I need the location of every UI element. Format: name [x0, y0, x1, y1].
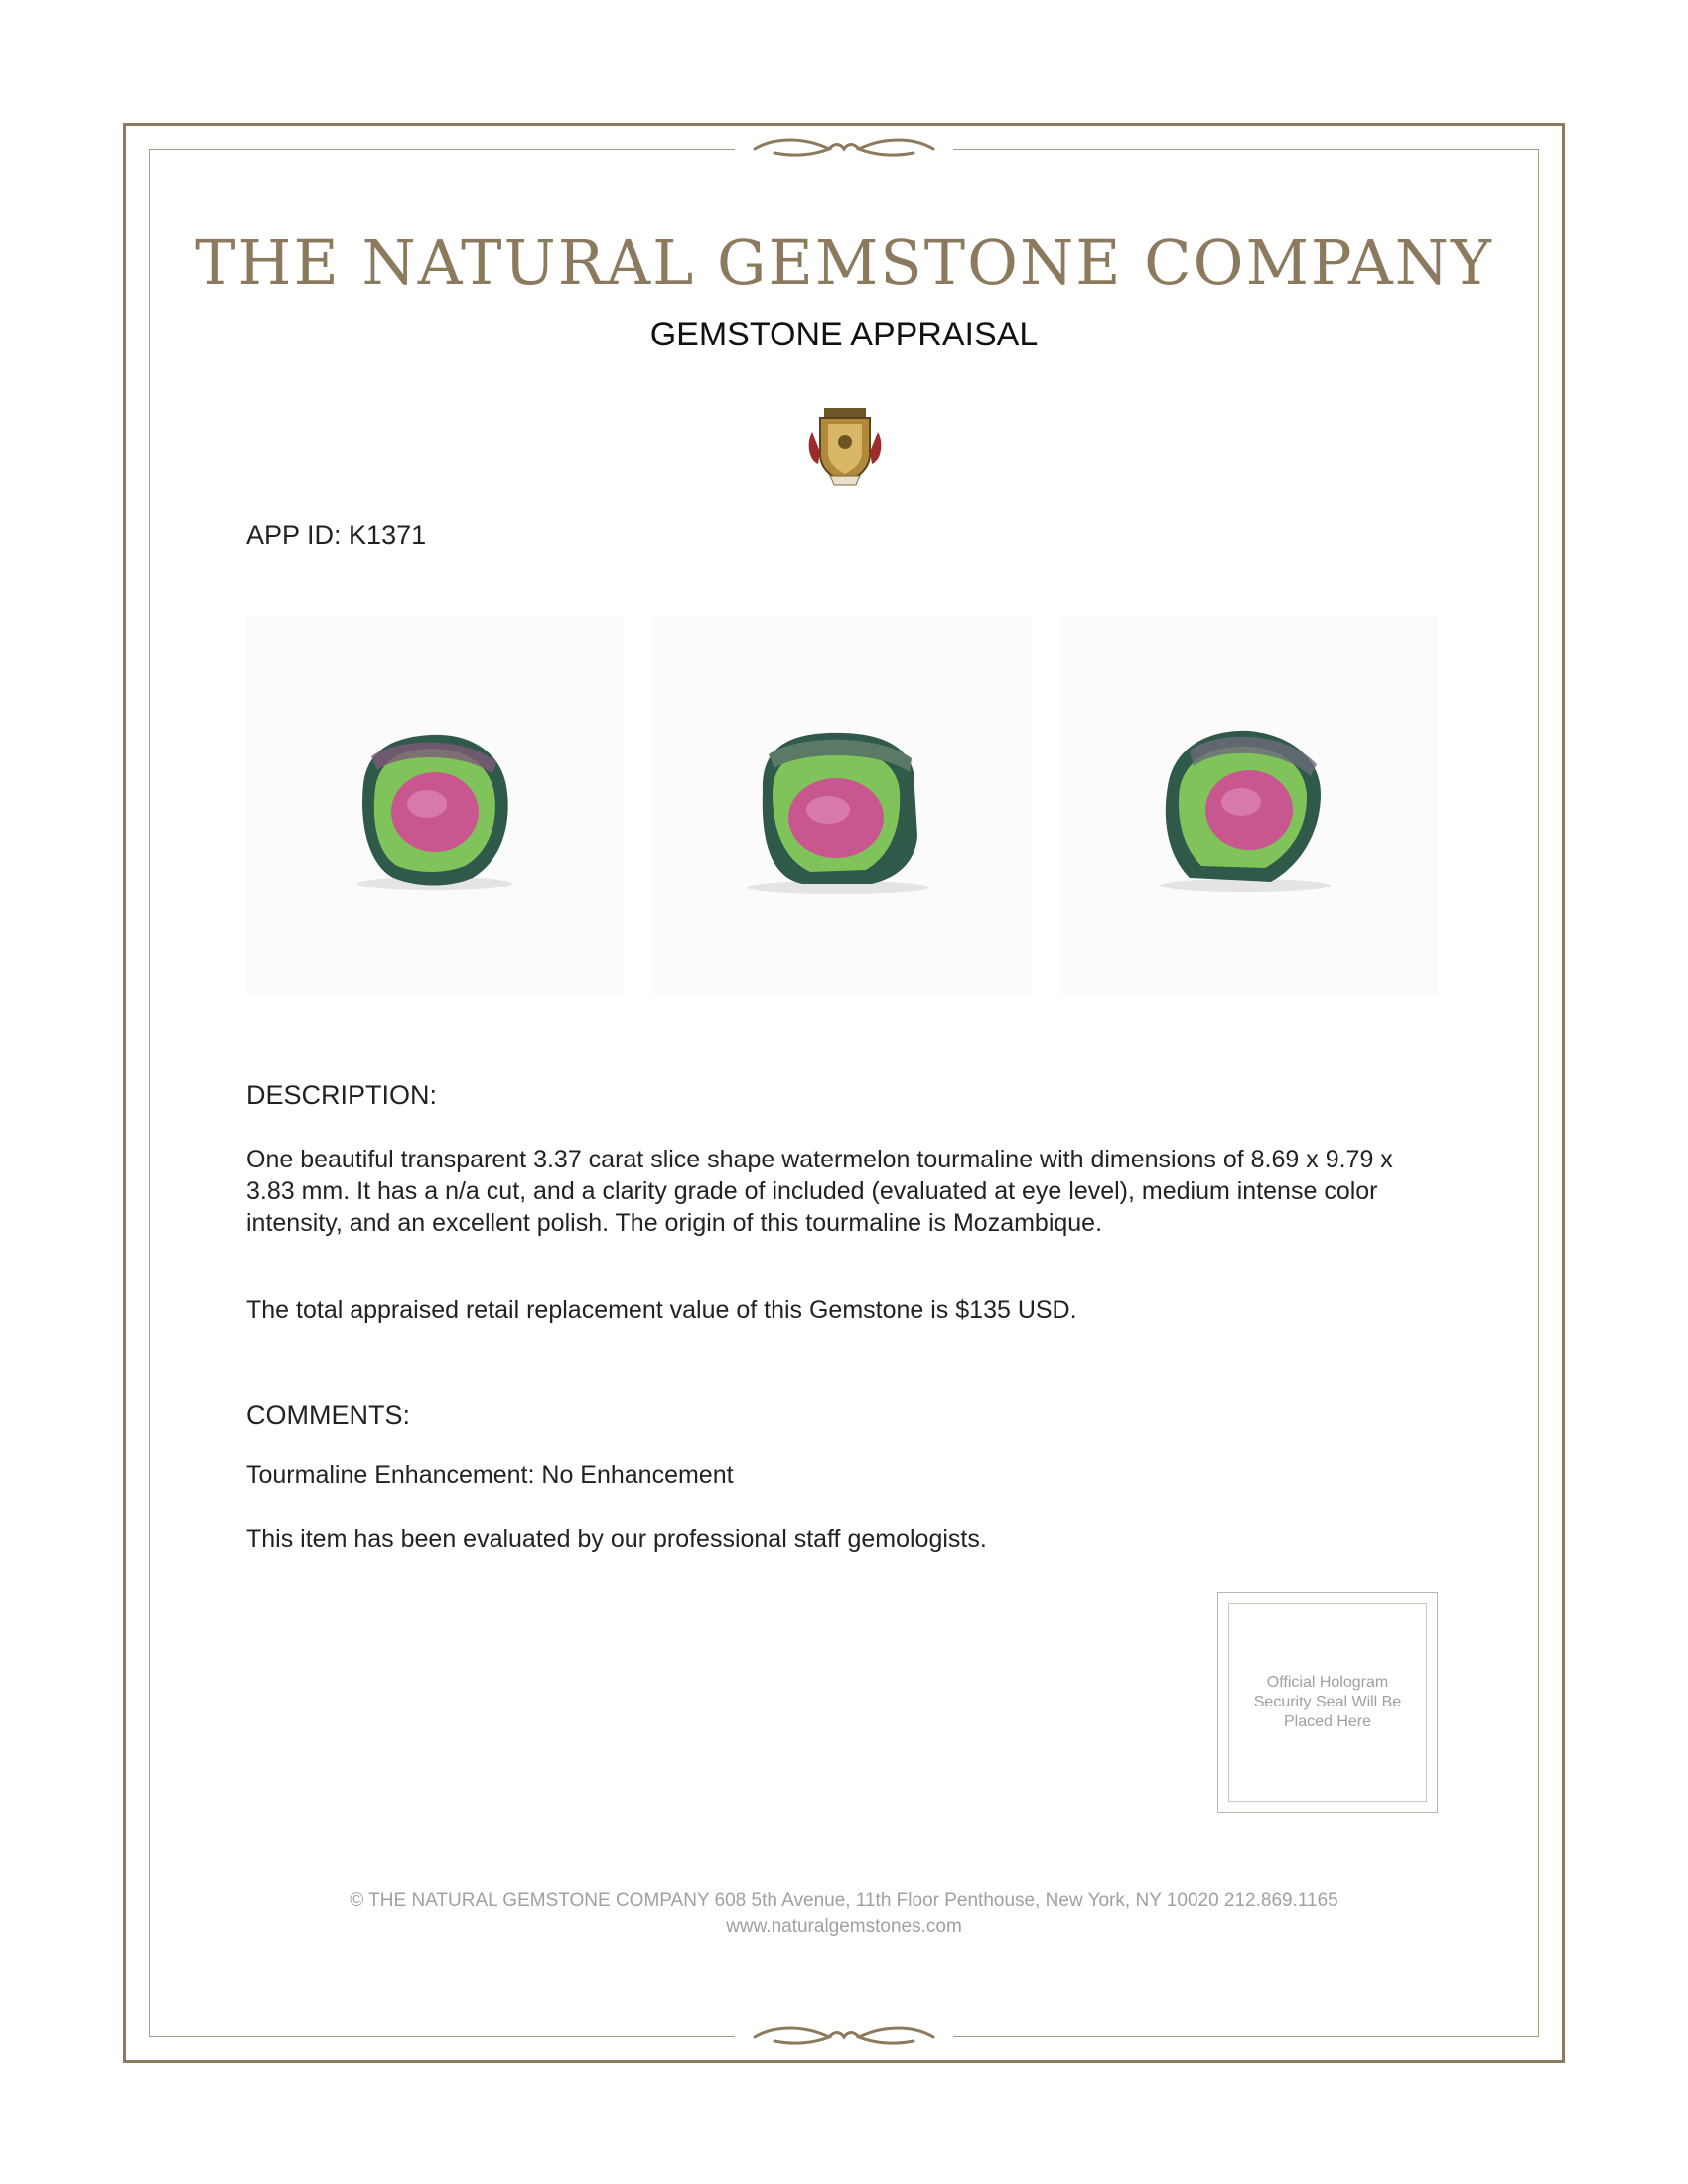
document-title: GEMSTONE APPRAISAL	[649, 316, 1039, 353]
comments-label: COMMENTS:	[246, 1400, 410, 1430]
gem-photo-angle	[1060, 617, 1438, 995]
enhancement-comment: Tourmaline Enhancement: No Enhancement	[246, 1461, 734, 1489]
crest-icon	[800, 402, 890, 491]
footer-website[interactable]: www.naturalgemstones.com	[726, 1916, 962, 1937]
footer-address: © THE NATURAL GEMSTONE COMPANY 608 5th Avenue, 11th Floor Penthouse, New York, NY 10020 212.869.1165	[350, 1890, 1338, 1911]
description-text: One beautiful transparent 3.37 carat slice shape watermelon tourmaline with dimensions of 8.69 x 9.79 x 3.83 mm. It has a n/a cut, and a clarity grade of included (evaluated at eye level), medium intense color intensity, and an excellent polish. The origin of this tourmaline is Mozambique.	[246, 1146, 1393, 1237]
bottom-ornament-icon	[735, 2017, 953, 2057]
evaluation-comment: This item has been evaluated by our professional staff gemologists.	[246, 1525, 987, 1553]
top-ornament-icon	[735, 129, 953, 169]
app-id: APP ID: K1371	[246, 520, 427, 550]
gem-photo-side	[653, 617, 1031, 995]
seal-inner-border	[1228, 1603, 1427, 1802]
appraised-value: The total appraised retail replacement value of this Gemstone is $135 USD.	[246, 1297, 1077, 1324]
company-name: THE NATURAL GEMSTONE COMPANY	[195, 226, 1493, 299]
description-label: DESCRIPTION:	[246, 1080, 438, 1110]
gem-photo-front	[246, 617, 624, 995]
seal-text: Official Hologram Security Seal Will Be Placed Here	[1253, 1674, 1402, 1730]
hologram-seal-placeholder	[1217, 1592, 1438, 1813]
